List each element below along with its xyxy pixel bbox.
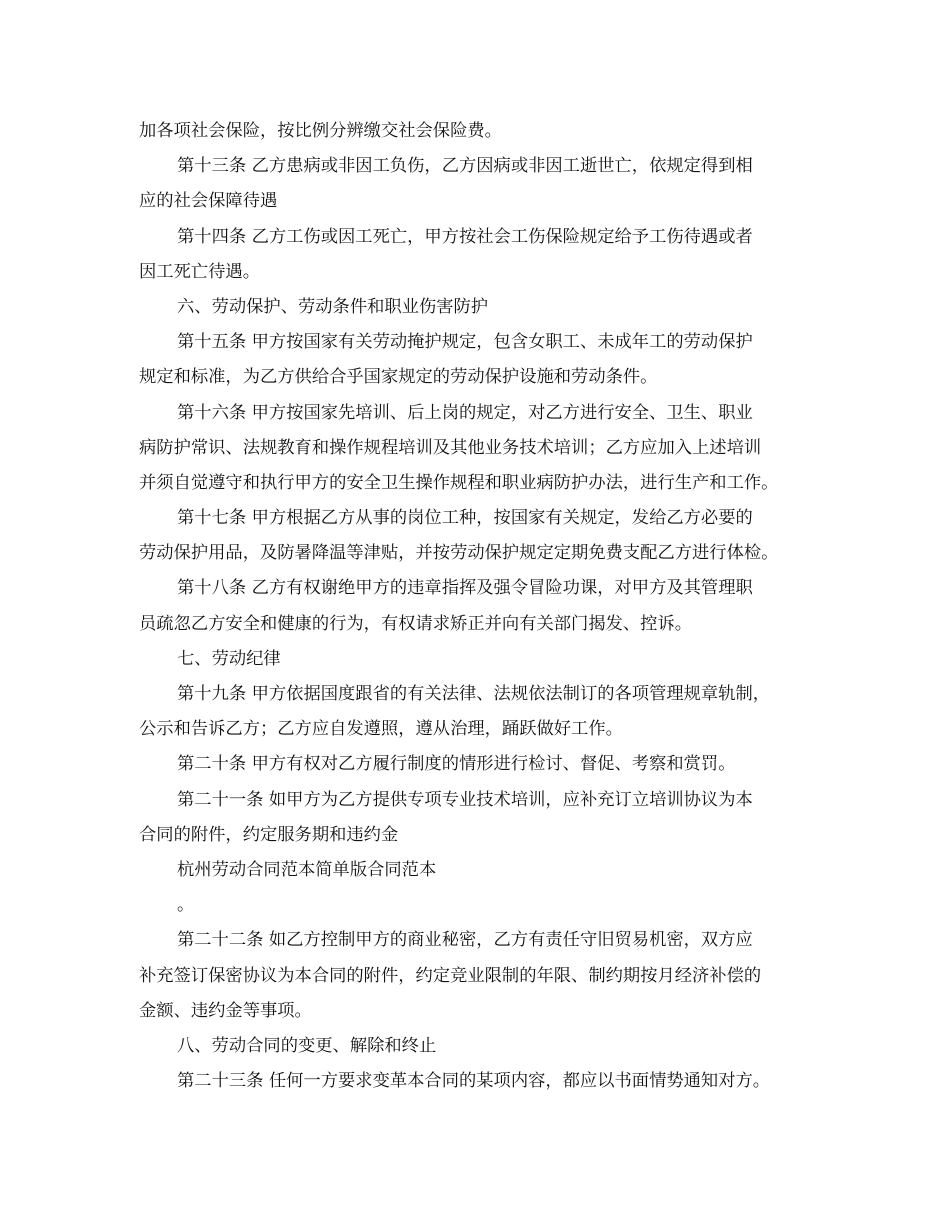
text-line: 规定和标准，为乙方供给合乎国家规定的劳动保护设施和劳动条件。	[139, 367, 658, 388]
text-line: 第二十三条 任何一方要求变革本合同的某项内容，都应以书面情势通知对方。	[177, 1071, 771, 1092]
text-line: 因工死亡待遇。	[139, 261, 260, 282]
text-line: 六、劳动保护、劳动条件和职业伤害防护	[177, 296, 489, 317]
text-line: 劳动保护用品，及防暑降温等津贴，并按劳动保护规定定期免费支配乙方进行体检。	[139, 543, 779, 564]
text-line: 金额、违约金等事项。	[139, 1000, 312, 1021]
text-line: 七、劳动纪律	[177, 648, 281, 669]
text-line: 八、劳动合同的变更、解除和终止	[177, 1035, 437, 1056]
text-line: 应的社会保障待遇	[139, 191, 278, 212]
text-line: 公示和告诉乙方；乙方应自发遵照，遵从治理，踊跃做好工作。	[139, 719, 623, 740]
text-line: 补充签订保密协议为本合同的附件，约定竞业限制的年限、制约期按月经济补偿的	[139, 965, 762, 986]
text-line: 第十八条 乙方有权谢绝甲方的违章指挥及强令冒险功课，对甲方及其管理职	[177, 578, 753, 599]
text-line: 第十五条 甲方按国家有关劳动掩护规定，包含女职工、未成年工的劳动保护	[177, 332, 753, 353]
text-line: 第十三条 乙方患病或非因工负伤，乙方因病或非因工逝世亡，依规定得到相	[177, 156, 753, 177]
text-line: 第二十条 甲方有权对乙方履行制度的情形进行检讨、督促、考察和赏罚。	[177, 754, 736, 775]
text-line: 第十四条 乙方工伤或因工死亡，甲方按社会工伤保险规定给予工伤待遇或者	[177, 226, 753, 247]
text-line: 第二十二条 如乙方控制甲方的商业秘密，乙方有责任守旧贸易机密，双方应	[177, 930, 753, 951]
text-line: 合同的附件，约定服务期和违约金	[139, 824, 399, 845]
text-line: 第十六条 甲方按国家先培训、后上岗的规定，对乙方进行安全、卫生、职业	[177, 402, 753, 423]
text-line: 第十九条 甲方依据国度跟省的有关法律、法规依法制订的各项管理规章轨制，	[177, 684, 771, 704]
text-line: 第二十一条 如甲方为乙方提供专项专业技术培训，应补充订立培训协议为本	[177, 789, 753, 810]
text-line: 。	[177, 895, 195, 916]
text-line: 员疏忽乙方安全和健康的行为，有权请求矫正并向有关部门揭发、控诉。	[139, 613, 693, 634]
text-line: 加各项社会保险，按比例分辨缴交社会保险费。	[139, 121, 502, 141]
text-line: 杭州劳动合同范本简单版合同范本	[177, 859, 437, 880]
text-line: 第十七条 甲方根据乙方从事的岗位工种，按国家有关规定，发给乙方必要的	[177, 508, 753, 529]
text-line: 病防护常识、法规教育和操作规程培训及其他业务技术培训；乙方应加入上述培训	[139, 437, 762, 458]
document-body	[139, 114, 829, 1099]
text-line: 并须自觉遵守和执行甲方的安全卫生操作规程和职业病防护办法，进行生产和工作。	[139, 472, 779, 493]
